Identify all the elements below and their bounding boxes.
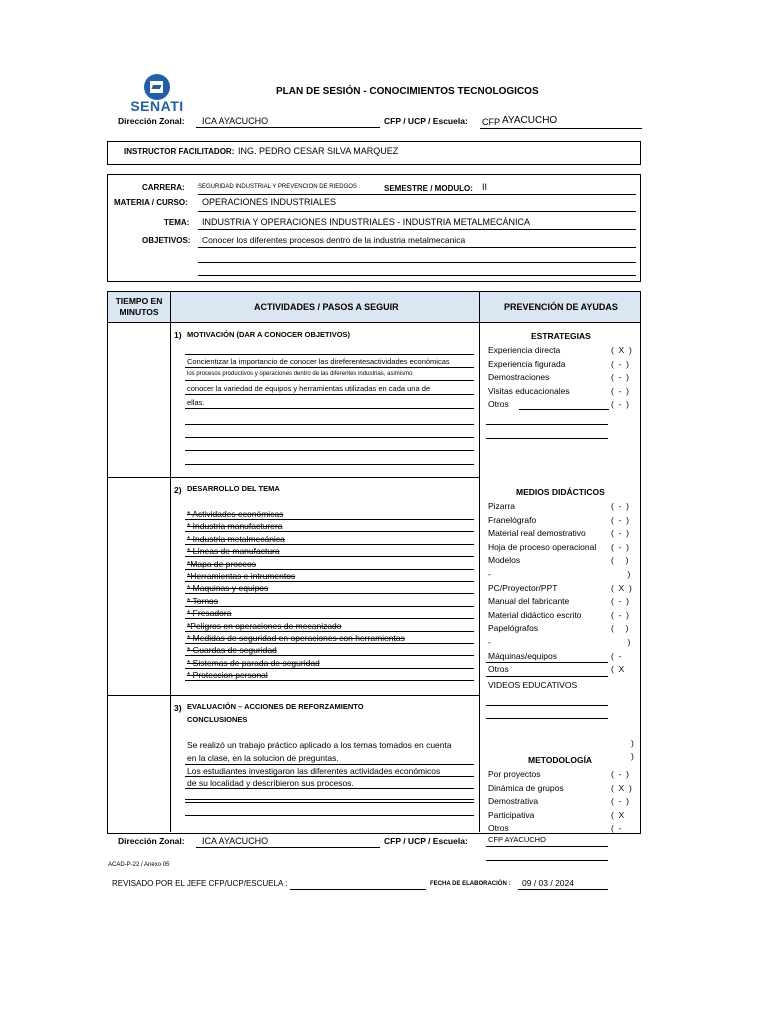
metodologia-item-mark[interactable]: ( X ): [611, 782, 632, 793]
medios-item-label: -: [488, 637, 491, 647]
medios-item-mark[interactable]: ( - ): [611, 609, 629, 620]
desarrollo-item: * Industria manufacturera: [187, 521, 283, 532]
materia-value: OPERACIONES INDUSTRIALES: [202, 197, 337, 207]
footer-cfp-label: CFP / UCP / Escuela:: [384, 836, 468, 846]
instructor-label: INSTRUCTOR FACILITADOR:: [124, 147, 235, 156]
semestre-value: II: [482, 182, 488, 192]
materia-label: MATERIA / CURSO:: [114, 198, 188, 207]
medios-item-mark[interactable]: ( - ): [611, 541, 629, 552]
estrategias-item-label: Demostraciones: [488, 372, 550, 383]
desarrollo-item: * Guardas de seguridad: [187, 645, 277, 656]
motivacion-line: conocer la variedad de equipos y herramientas utilizadas en cada una de: [187, 384, 431, 393]
estrategias-item-mark[interactable]: ( - ): [611, 399, 629, 410]
motivacion-title: MOTIVACIÓN (DAR A CONOCER OBJETIVOS): [187, 330, 351, 339]
metodologia-item-mark[interactable]: ( - ): [611, 769, 629, 779]
estrategias-item-label: Experiencia figurada: [488, 358, 566, 369]
desarrollo-item: * Maquinas y equipos: [187, 583, 269, 594]
cfp-value: AYACUCHO: [502, 115, 558, 126]
estrategias-item-label: Otros: [488, 399, 509, 410]
course-box: [107, 174, 641, 282]
metodologia-paren: ): [631, 751, 634, 761]
medios-item-label: Material real demostrativo: [488, 528, 586, 539]
evaluacion-line: Se realizó un trabajo práctico aplicado a los temas tomados en cuenta: [187, 740, 452, 750]
cfp-label: CFP / UCP / Escuela:: [384, 116, 468, 126]
semestre-label: SEMESTRE / MODULO:: [384, 184, 473, 193]
medios-item-mark[interactable]: ( X ): [611, 582, 632, 593]
medios-item-mark[interactable]: ( ): [611, 623, 629, 634]
conclusiones-title: CONCLUSIONES: [187, 715, 248, 724]
desarrollo-item: * Sistemas de parada de seguridad: [187, 657, 320, 668]
desarrollo-item: * Líneas de manufactura: [187, 546, 280, 557]
desarrollo-item: * Medidas de seguridad en operaciones con herramientas: [187, 633, 405, 643]
tema-label: TEMA:: [164, 218, 190, 227]
form-code: ACAD-P-22 / Anexo 05: [108, 862, 170, 868]
desarrollo-num: 2): [174, 485, 182, 495]
evaluacion-line: de su localidad y describieron sus procesos.: [187, 778, 354, 788]
videos-educativos: VIDEOS EDUCATIVOS: [488, 680, 578, 690]
objetivos-label: OBJETIVOS:: [142, 236, 191, 245]
footer-zona-value: ICA AYACUCHO: [202, 836, 269, 846]
fecha-label: FECHA DE ELABORACIÓN :: [430, 881, 511, 887]
estrategias-item-mark[interactable]: ( X ): [611, 345, 632, 355]
medios-item-label: Hoja de proceso operacional: [488, 541, 597, 552]
medios-item-mark[interactable]: ( - ): [611, 501, 629, 511]
cfp-prefix: CFP: [482, 117, 500, 127]
desarrollo-item: * Industria metalmecánica: [187, 533, 285, 544]
evaluacion-title: EVALUACIÓN – ACCIONES DE REFORZAMIENTO: [187, 702, 364, 711]
evaluacion-line: Los estudiantes investigaron las diferentes actividades económicos: [187, 766, 441, 776]
footer-cfp-value: CFP AYACUCHO: [488, 835, 546, 844]
medios-item-label: PC/Proyector/PPT: [488, 582, 558, 593]
metodologia-paren: ): [631, 738, 634, 748]
medios-item-label: Modelos: [488, 555, 521, 566]
estrategias-item-mark[interactable]: ( - ): [611, 358, 629, 369]
evaluacion-line: en la clase, en la solucion de preguntas.: [187, 753, 339, 763]
estrategias-item-label: Visitas educacionales: [488, 385, 570, 396]
motivacion-line: Concientizar la importancio de conocer las direferentesactividades económicas: [187, 357, 450, 366]
col-prevencion: PREVENCIÓN DE AYUDAS: [504, 302, 618, 312]
medios-item-mark[interactable]: ): [611, 637, 631, 647]
medios-item-mark[interactable]: ( - ): [611, 528, 629, 539]
carrera-label: CARRERA:: [142, 183, 185, 192]
medios-item-mark[interactable]: ( -: [611, 650, 622, 661]
medios-item-label: -: [488, 569, 491, 579]
desarrollo-item: * Tornos: [187, 595, 219, 606]
evaluacion-num: 3): [174, 703, 182, 713]
instructor-value: ING. PEDRO CESAR SILVA MARQUEZ: [238, 146, 399, 156]
estrategias-item-mark[interactable]: ( - ): [611, 385, 629, 396]
instructor-box: [107, 141, 641, 165]
medios-item-mark[interactable]: ( - ): [611, 596, 629, 607]
medios-item-label: Material didáctico escrito: [488, 609, 582, 620]
revisado-label: REVISADO POR EL JEFE CFP/UCP/ESCUELA :: [112, 879, 288, 888]
metodologia-item-label: Participativa: [488, 809, 535, 820]
motivacion-num: 1): [174, 330, 182, 340]
desarrollo-item: *Mapa de proceos: [187, 558, 256, 569]
motivacion-line: los procesos productivos y operaciones dentro de las diferentes industrias, asimismo: [187, 371, 413, 377]
metodologia-item-label: Por proyectos: [488, 769, 541, 779]
footer-zona-label: Dirección Zonal:: [118, 836, 185, 846]
estrategias-item-label: Experiencia directa: [488, 345, 561, 355]
desarrollo-item: *Herramientas e intrumentos: [187, 571, 296, 581]
metodologia-item-mark[interactable]: ( X: [611, 809, 625, 820]
metodologia-item-label: Demostrativa: [488, 796, 539, 807]
motivacion-line: ellas.: [187, 398, 205, 407]
metodologia-item-mark[interactable]: ( -: [611, 823, 622, 834]
tema-value: INDUSTRIA Y OPERACIONES INDUSTRIALES - INDUSTRIA METALMECÁNICA: [202, 217, 531, 227]
desarrollo-item: *Peligros en operaciones de mecanizado: [187, 620, 342, 631]
col-actividades: ACTIVIDADES / PASOS A SEGUIR: [254, 302, 399, 312]
medios-title: MEDIOS DIDÁCTICOS: [516, 487, 605, 497]
medios-item-label: Manual del fabricante: [488, 596, 570, 607]
logo-text: SENATI: [130, 98, 184, 114]
desarrollo-item: * Proteccion personal: [187, 670, 268, 681]
zona-value: ICA AYACUCHO: [202, 116, 269, 126]
metodologia-item-label: Otros: [488, 823, 509, 834]
col-tiempo: TIEMPO EN MINUTOS: [115, 296, 163, 317]
medios-item-mark[interactable]: ( - ): [611, 514, 629, 525]
page-title: PLAN DE SESIÓN - CONOCIMIENTOS TECNOLOGICOS: [276, 86, 539, 97]
medios-item-label: Máquinas/equipos: [488, 650, 557, 661]
carrera-value: SEGURIDAD INDUSTRIAL Y PREVENCION DE RIEDGOS: [198, 184, 357, 190]
objetivos-value: Conocer los diferentes procesos dentro de la industria metalmecanica: [202, 235, 466, 245]
fecha-value: 09 / 03 / 2024: [522, 878, 574, 888]
metodologia-item-mark[interactable]: ( - ): [611, 796, 629, 807]
zona-label: Dirección Zonal:: [118, 116, 185, 126]
medios-item-label: Pizarra: [488, 501, 515, 511]
medios-item-mark[interactable]: ): [611, 569, 631, 579]
estrategias-title: ESTRATEGIAS: [531, 331, 591, 341]
estrategias-item-mark[interactable]: ( - ): [611, 372, 629, 383]
desarrollo-title: DESARROLLO DEL TEMA: [187, 484, 280, 493]
desarrollo-item: * Actividades económicas: [187, 509, 284, 519]
medios-item-label: Otros: [488, 664, 509, 675]
medios-item-mark[interactable]: ( X: [611, 664, 625, 675]
senati-logo: [128, 72, 186, 118]
metodologia-title: METODOLOGÍA: [528, 755, 593, 765]
desarrollo-item: * Fresadora: [187, 608, 232, 619]
metodologia-item-label: Dinámica de grupos: [488, 782, 564, 793]
medios-item-mark[interactable]: ( ): [611, 555, 629, 566]
medios-item-label: Papelógrafos: [488, 623, 539, 634]
medios-item-label: Franelógrafo: [488, 514, 537, 525]
